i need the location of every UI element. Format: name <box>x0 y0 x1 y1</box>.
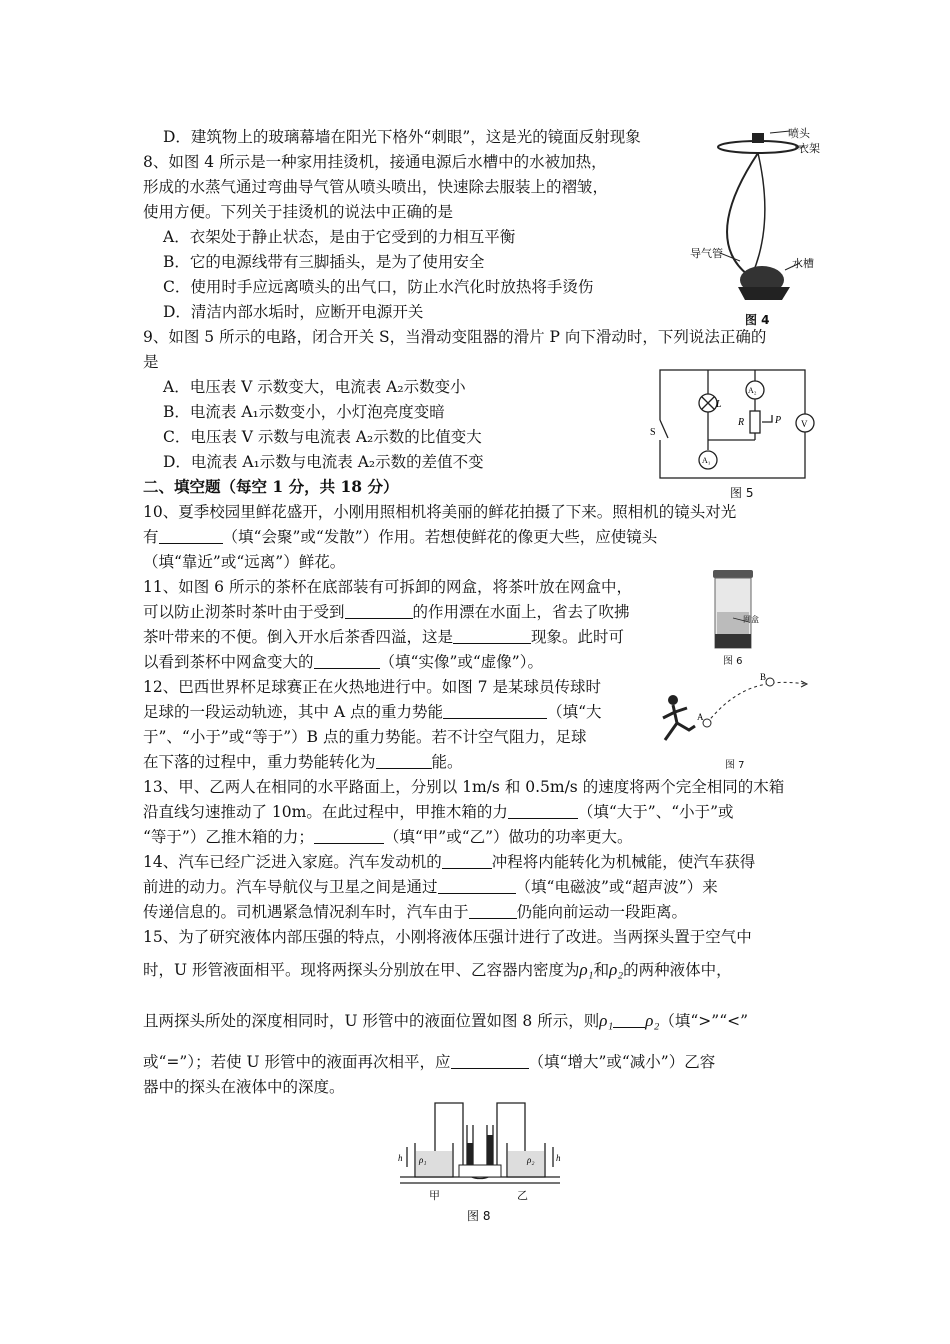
q14-text: 前进的动力。汽车导航仪与卫星之间是通过 <box>143 878 438 896</box>
fig7-caption: 图 7 <box>725 760 745 771</box>
q14-blank-3[interactable] <box>469 904 517 919</box>
q8-stem-1: 8、如图 4 所示是一种家用挂烫机，接通电源后水槽中的水被加热， <box>143 153 607 171</box>
q14-text: 传递信息的。司机遇紧急情况刹车时，汽车由于 <box>143 903 469 921</box>
q14-blank-1[interactable] <box>442 854 492 869</box>
section-2-heading: 二、填空题（每空 1 分，共 18 分） <box>143 477 399 496</box>
figure-6-teacup <box>705 568 765 666</box>
q14-text: 14、汽车已经广泛进入家庭。汽车发动机的 <box>143 853 442 871</box>
q15-rho2: ρ₂ <box>609 960 624 979</box>
q10-text: （填“会聚”或“发散”）作用。若想使鲜花的像更大些，应使镜头 <box>222 528 658 546</box>
fig7-label-B: B <box>760 672 767 682</box>
q12-stem-2 <box>143 702 602 722</box>
q15-stem-4 <box>143 1052 715 1072</box>
q14-text: 仍能向前运动一段距离。 <box>516 903 688 921</box>
fig4-label-pipe: 导气管 <box>690 247 723 260</box>
q13-stem-1: 13、甲、乙两人在相同的水平路面上，分别以 1m/s 和 0.5m/s 的速度将两个完全相同的木箱 <box>143 778 785 796</box>
fig7-label-A: A <box>697 712 704 722</box>
q9-stem-2: 是 <box>143 353 159 371</box>
fig4-label-tank: 水槽 <box>792 257 814 270</box>
q13-stem-2 <box>143 802 734 822</box>
q10-stem-3: （填“靠近”或“远离”）鲜花。 <box>143 553 346 571</box>
fig4-caption: 图 4 <box>745 313 770 327</box>
q13-stem-3 <box>143 827 633 847</box>
q11-text: 现象。此时可 <box>531 628 625 646</box>
q8-stem-2: 形成的水蒸气通过弯曲导气管从喷头喷出，快速除去服装上的褶皱， <box>143 178 609 196</box>
fig5-label-A1: A₁ <box>702 456 711 465</box>
q12-stem-3: 于”、“小于”或“等于”）B 点的重力势能。若不计空气阻力，足球 <box>143 728 587 746</box>
q14-blank-2[interactable] <box>438 879 516 894</box>
q8-option-b: B．它的电源线带有三脚插头，是为了使用安全 <box>163 253 485 271</box>
q13-blank-1[interactable] <box>508 804 578 819</box>
q15-rho2: ρ₂ <box>645 1011 660 1030</box>
fig5-label-R: R <box>738 417 745 428</box>
q12-blank-1[interactable] <box>443 704 547 719</box>
q15-text: 的两种液体中， <box>623 961 732 979</box>
fig8-label-jia: 甲 <box>429 1189 440 1202</box>
fig8-label-rho2: ρ₂ <box>527 1155 535 1165</box>
fig6-caption: 图 6 <box>723 656 743 667</box>
q15-blank-1[interactable] <box>613 1013 645 1028</box>
q15-stem-2 <box>143 960 732 980</box>
fig8-caption: 图 8 <box>467 1209 491 1223</box>
q13-text: （填“甲”或“乙”）做功的功率更大。 <box>383 828 633 846</box>
q11-stem-1: 11、如图 6 所示的茶杯在底部装有可拆卸的网盒，将茶叶放在网盒中， <box>143 578 632 596</box>
q15-rho1: ρ₁ <box>599 1011 614 1030</box>
fig6-label-mesh: 网盒 <box>743 615 759 624</box>
q12-text: 能。 <box>431 753 463 771</box>
q9-option-b: B．电流表 A₁示数变小，小灯泡亮度变暗 <box>163 403 445 421</box>
q15-text: （填“>”“<” <box>659 1012 749 1030</box>
fig8-label-h-right: h <box>556 1153 561 1163</box>
q12-stem-4 <box>143 752 463 772</box>
q11-text: 茶叶带来的不便。倒入开水后茶香四溢，这是 <box>143 628 454 646</box>
q9-option-d: D．电流表 A₁示数与电流表 A₂示数的差值不变 <box>163 453 484 471</box>
q8-option-d: D．清洁内部水垢时，应断开电源开关 <box>163 303 424 321</box>
fig4-label-hanger: 衣架 <box>798 142 820 155</box>
q11-text: 的作用漂在水面上，省去了吹拂 <box>412 603 630 621</box>
fig8-label-rho1: ρ₁ <box>419 1155 427 1165</box>
q12-blank-2[interactable] <box>376 754 432 769</box>
q15-stem-3 <box>143 1011 748 1031</box>
q15-stem-1: 15、为了研究液体内部压强的特点，小刚将液体压强计进行了改进。当两探头置于空气中 <box>143 928 752 946</box>
q10-text: 有 <box>143 528 159 546</box>
q9-option-c: C．电压表 V 示数与电流表 A₂示数的比值变大 <box>163 428 482 446</box>
q9-option-a: A．电压表 V 示数变大，电流表 A₂示数变小 <box>163 378 466 396</box>
q13-text: 沿直线匀速推动了 10m。在此过程中，甲推木箱的力 <box>143 803 508 821</box>
q14-stem-1 <box>143 852 755 872</box>
q8-option-a: A．衣架处于静止状态，是由于它受到的力相互平衡 <box>163 228 516 246</box>
q14-stem-2 <box>143 877 718 897</box>
q14-stem-3 <box>143 902 687 922</box>
q13-blank-2[interactable] <box>314 829 384 844</box>
q15-text: 和 <box>593 961 610 979</box>
q14-text: 冲程将内能转化为机械能，使汽车获得 <box>491 853 756 871</box>
fig5-label-P: P <box>775 415 782 426</box>
q12-text: 在下落的过程中，重力势能转化为 <box>143 753 376 771</box>
q8-stem-3: 使用方便。下列关于挂烫机的说法中正确的是 <box>143 203 454 221</box>
q10-stem-2 <box>143 527 657 547</box>
figure-7-football <box>655 668 815 771</box>
q15-text: 且两探头所处的深度相同时，U 形管中的液面位置如图 8 所示，则 <box>143 1012 600 1030</box>
q11-text: 可以防止沏茶时茶叶由于受到 <box>143 603 345 621</box>
q14-text: （填“电磁波”或“超声波”）来 <box>515 878 718 896</box>
fig5-label-V: V <box>801 419 808 429</box>
fig5-caption: 图 5 <box>730 486 754 500</box>
q10-blank-1[interactable] <box>159 529 223 544</box>
fig5-label-S: S <box>650 427 656 438</box>
q15-text: （填“增大”或“减小”）乙容 <box>528 1053 716 1071</box>
q12-text: 足球的一段运动轨迹，其中 A 点的重力势能 <box>143 703 444 721</box>
q11-stem-2 <box>143 602 630 622</box>
q11-text: （填“实像”或“虚像”）。 <box>379 653 543 671</box>
q13-text: （填“大于”、“小于”或 <box>577 803 734 821</box>
q15-text: 或“=”）；若使 U 形管中的液面再次相平，应 <box>143 1053 451 1071</box>
q11-stem-3 <box>143 627 624 647</box>
q10-stem-1: 10、夏季校园里鲜花盛开，小刚用照相机将美丽的鲜花拍摄了下来。照相机的镜头对光 <box>143 503 737 521</box>
fig5-label-L: L <box>716 399 722 410</box>
q9-stem-1: 9、如图 5 所示的电路，闭合开关 S，当滑动变阻器的滑片 P 向下滑动时，下列说法正确的 <box>143 328 767 346</box>
q7-option-d: D．建筑物上的玻璃幕墙在阳光下格外“刺眼”，这是光的镜面反射现象 <box>163 128 641 146</box>
fig5-label-A2: A₂ <box>748 386 757 395</box>
q12-text: （填“大 <box>547 703 602 721</box>
q11-text: 以看到茶杯中网盒变大的 <box>143 653 314 671</box>
fig8-label-yi: 乙 <box>517 1189 528 1202</box>
fig4-label-nozzle: 喷头 <box>788 127 810 140</box>
q11-blank-1[interactable] <box>345 604 413 619</box>
q8-option-c: C．使用时手应远离喷头的出气口，防止水汽化时放热将手烫伤 <box>163 278 594 296</box>
q11-blank-3[interactable] <box>314 654 380 669</box>
q15-text: 时，U 形管液面相平。现将两探头分别放在甲、乙容器内密度为 <box>143 961 580 979</box>
q11-blank-2[interactable] <box>453 629 531 644</box>
q15-blank-2[interactable] <box>451 1054 529 1069</box>
figure-4-steamer <box>690 125 825 325</box>
q15-stem-5: 器中的探头在液体中的深度。 <box>143 1078 345 1096</box>
q12-stem-1: 12、巴西世界杯足球赛正在火热地进行中。如图 7 是某球员传球时 <box>143 678 601 696</box>
q11-stem-4 <box>143 652 543 672</box>
figure-8-pressure-gauge <box>395 1095 565 1225</box>
q15-rho1: ρ₁ <box>579 960 594 979</box>
figure-5-circuit <box>650 365 825 500</box>
fig8-label-h-left: h <box>398 1153 403 1163</box>
q13-text: “等于”）乙推木箱的力； <box>143 828 314 846</box>
